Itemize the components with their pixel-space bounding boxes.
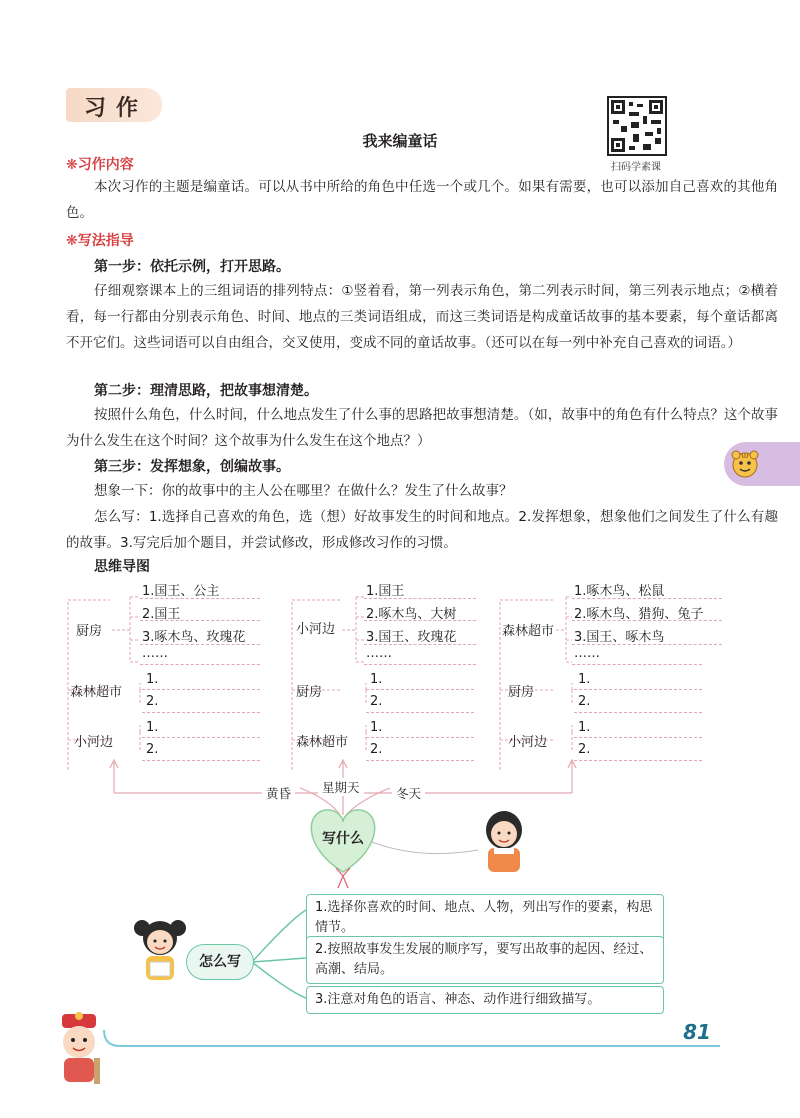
place-label: 小河边 xyxy=(296,622,336,637)
role-item: 3.啄木鸟、玫瑰花 xyxy=(142,630,246,645)
place-label: 小河边 xyxy=(74,735,114,750)
place-label: 森林超市 xyxy=(502,624,555,639)
place-label: 厨房 xyxy=(508,685,535,700)
role-item: 2. xyxy=(146,694,159,709)
place-label: 森林超市 xyxy=(70,685,123,700)
role-item: 3.国王、啄木鸟 xyxy=(574,630,665,645)
role-item: 2. xyxy=(370,694,383,709)
role-item: …… xyxy=(574,646,600,661)
role-item: …… xyxy=(142,646,168,661)
role-item: 1.国王 xyxy=(366,584,405,599)
time-label: 冬天 xyxy=(392,784,425,802)
place-label: 厨房 xyxy=(296,685,323,700)
content-paragraph: 本次习作的主题是编童话。可以从书中所给的角色中任选一个或几个。如果有需要，也可以添加自己喜欢的其他角色。 xyxy=(66,179,778,221)
role-item: 2. xyxy=(146,742,159,757)
role-item: 3.国王、玫瑰花 xyxy=(366,630,457,645)
role-item: 2. xyxy=(578,694,591,709)
section-heading-content: ❋习作内容 xyxy=(66,157,134,173)
role-item: 1. xyxy=(370,720,383,735)
role-item: 2. xyxy=(578,742,591,757)
time-label: 星期天 xyxy=(318,778,364,796)
step2-paragraph: 按照什么角色，什么时间，什么地点发生了什么事的思路把故事想清楚。（如，故事中的角色有什么特点？这个故事为什么发生在这个时间？这个故事为什么发生在这个地点？） xyxy=(66,407,778,449)
role-item: 2.啄木鸟、大树 xyxy=(366,607,457,622)
time-label: 黄昏 xyxy=(262,784,295,802)
step2-title: 第二步：理清思路，把故事想清楚。 xyxy=(94,383,318,399)
mindmap-label: 思维导图 xyxy=(94,559,150,575)
how-to-box-1: 1.选择你喜欢的时间、地点、人物，列出写作的要素，构思情节。 xyxy=(306,894,664,942)
page-title: 我来编童话 xyxy=(362,132,438,150)
role-item: 2.国王 xyxy=(142,607,181,622)
role-item: …… xyxy=(366,646,392,661)
role-item: 1. xyxy=(578,720,591,735)
step3-paragraph-1: 想象一下：你的故事中的主人公在哪里？在做什么？发生了什么故事？ xyxy=(94,483,513,499)
role-item: 2. xyxy=(370,742,383,757)
step3-paragraph-2: 怎么写：1.选择自己喜欢的角色，选（想）好故事发生的时间和地点。2.发挥想象，想象他们之间发生了什么有趣的故事。3.写完后加个题目，并尝试修改，形成修改习作的习惯。 xyxy=(66,509,778,551)
girl-illustration-icon xyxy=(474,808,534,878)
qr-caption: 扫码学素课 xyxy=(611,162,661,173)
how-to-box-2: 2.按照故事发生发展的顺序写，要写出故事的起因、经过、高潮、结局。 xyxy=(306,936,664,984)
role-item: 2.啄木鸟、猎狗、兔子 xyxy=(574,607,704,622)
role-item: 1.啄木鸟、松鼠 xyxy=(574,584,665,599)
role-item: 1.国王、公主 xyxy=(142,584,220,599)
place-label: 森林超市 xyxy=(296,735,349,750)
step1-paragraph: 仔细观察课本上的三组词语的排列特点：①竖着看，第一列表示角色，第二列表示时间，第三列表示地点；②横着看，每一行都由分别表示角色、时间、地点的三类词语组成，而这三类词语是构成童话故事的基本要素，每个童话都离不开它们。这些词语可以自由组合，交叉使用，变成不同的童话故事。（还可以在每一列中补充自己喜欢的词语。） xyxy=(66,283,778,351)
how-to-node: 怎么写 xyxy=(186,944,254,980)
role-item: 1. xyxy=(370,672,383,687)
role-item: 1. xyxy=(146,672,159,687)
step1-title: 第一步：依托示例，打开思路。 xyxy=(94,259,290,275)
role-item: 1. xyxy=(578,672,591,687)
section-heading-guide: ❋写法指导 xyxy=(66,233,134,249)
place-label: 厨房 xyxy=(76,624,103,639)
place-label: 小河边 xyxy=(508,735,548,750)
page-number: 81 xyxy=(683,1020,711,1044)
role-item: 1. xyxy=(146,720,159,735)
banner-label: 习作 xyxy=(84,96,149,121)
how-to-box-3: 3.注意对角色的语言、神态、动作进行细致描写。 xyxy=(306,986,664,1014)
heart-label: 写什么 xyxy=(322,831,364,847)
step3-title: 第三步：发挥想象，创编故事。 xyxy=(94,459,290,475)
mascot-illustration-icon xyxy=(44,1010,114,1090)
girl-illustration-icon xyxy=(132,914,188,984)
